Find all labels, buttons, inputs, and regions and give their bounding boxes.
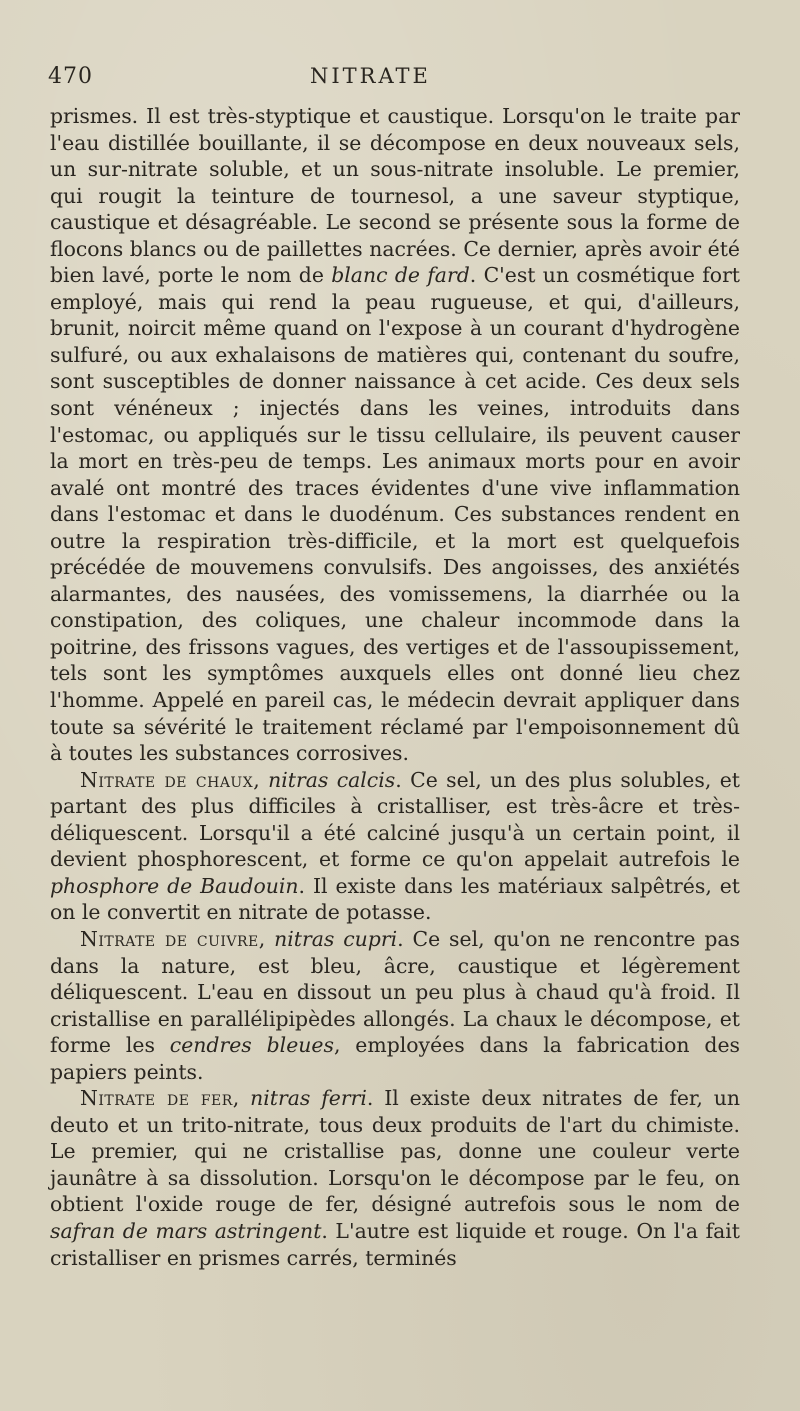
entry-heading: Nitrate de fer [80, 1086, 233, 1111]
paragraph-intro [50, 103, 740, 767]
text-run: , [232, 1086, 251, 1111]
text-run: . Ce sel, qu'on ne rencontre pas dans la nature, est bleu, âcre, caustique et légèrement déliquescent. L'eau en dissout un peu plus à chaud qu'à froid. Il cristallise en parallélipipèdes allongés. La chaux le décompose, et forme les [50, 926, 740, 1058]
text-run: . Il existe dans les matériaux salpêtrés, et on le convertit en nitrate de potasse. [50, 873, 740, 925]
entry-heading: Nitrate de cuivre [80, 926, 259, 951]
page-header [48, 64, 748, 96]
term-cendres-bleues: cendres bleues [169, 1033, 334, 1058]
term-blanc-de-fard: blanc de fard [331, 263, 470, 288]
entry-nitrate-de-chaux [50, 767, 740, 926]
text-run: , [253, 767, 269, 792]
latin-name: nitras ferri [250, 1086, 367, 1111]
entry-heading: Nitrate de chaux [80, 767, 254, 792]
latin-name: nitras calcis [268, 767, 396, 792]
text-run: . Ce sel, un des plus solubles, et partant des plus difficiles à cristalliser, est très-âcre et très-déliquescent. Lorsqu'il a été calciné jusqu'à un certain point, il devient phosphorescent, et forme ce qu'on appelait autrefois le [50, 767, 740, 872]
running-head: NITRATE [310, 64, 431, 88]
text-run: , employées dans la fabrication des papiers peints. [50, 1033, 740, 1084]
entry-nitrate-de-cuivre [50, 926, 740, 1085]
latin-name: nitras cupri [274, 926, 398, 951]
body-text [50, 103, 740, 1271]
text-run: . Il existe deux nitrates de fer, un deuto et un trito-nitrate, tous deux produits de l'art du chimiste. Le premier, qui ne cristallise pas, donne une couleur verte jaunâtre à sa dissolution. Lorsqu'on le décompose par le feu, on obtient l'oxide rouge de fer, désigné autrefois sous le nom de [50, 1086, 740, 1217]
term-phosphore: phosphore de Baudouin [50, 873, 299, 898]
text-run: . C'est un cosmétique fort employé, mais qui rend la peau rugueuse, et qui, d'ailleurs, brunit, noircit même quand on l'expose à un courant d'hydrogène sulfuré, ou aux exhalaisons de matières qui, contenant du soufre, sont susceptibles de donner naissance à cet acide. Ces deux sels sont vénéneux ; injectés dans les veines, introduits dans l'estomac, ou appliqués sur le tissu cellulaire, ils peuvent causer la mort en très-peu de temps. Les animaux morts pour en avoir avalé ont montré des traces évidentes d'une vive inflammation dans l'estomac et dans le duodénum. Ces substances rendent en outre la respiration très-difficile, et la mort est quelquefois précédée de mouvemens convulsifs. Des angoisses, des anxiétés alarmantes, des nausées, des vomissemens, la diarrhée ou la constipation, des coliques, une chaleur incommode dans la poitrine, des frissons vagues, des vertiges et de l'assoupissement, tels sont les symptômes auxquels elles ont donné lieu chez l'homme. Appelé en pareil cas, le médecin devrait appliquer dans toute sa sévérité le traitement réclamé par l'empoisonnement dû à toutes les substances corrosives. [50, 263, 741, 766]
term-safran-de-mars: safran de mars astringent [50, 1218, 322, 1243]
text-run: prismes. Il est très-styptique et caustique. Lorsqu'on le traite par l'eau distillée bouillante, il se décompose en deux nouveaux sels, un sur-nitrate soluble, et un sous-nitrate insoluble. Le premier, qui rougit la teinture de tournesol, a une saveur styptique, caustique et désagréable. Le second se présente sous la forme de flocons blancs ou de paillettes nacrées. Ce dernier, après avoir été bien lavé, porte le nom de [50, 104, 740, 288]
text-run: . L'autre est liquide et rouge. On l'a fait cristalliser en prismes carrés, terminés [50, 1218, 740, 1270]
entry-nitrate-de-fer [50, 1085, 740, 1271]
page-number: 470 [48, 64, 93, 89]
text-run: , [258, 926, 275, 951]
